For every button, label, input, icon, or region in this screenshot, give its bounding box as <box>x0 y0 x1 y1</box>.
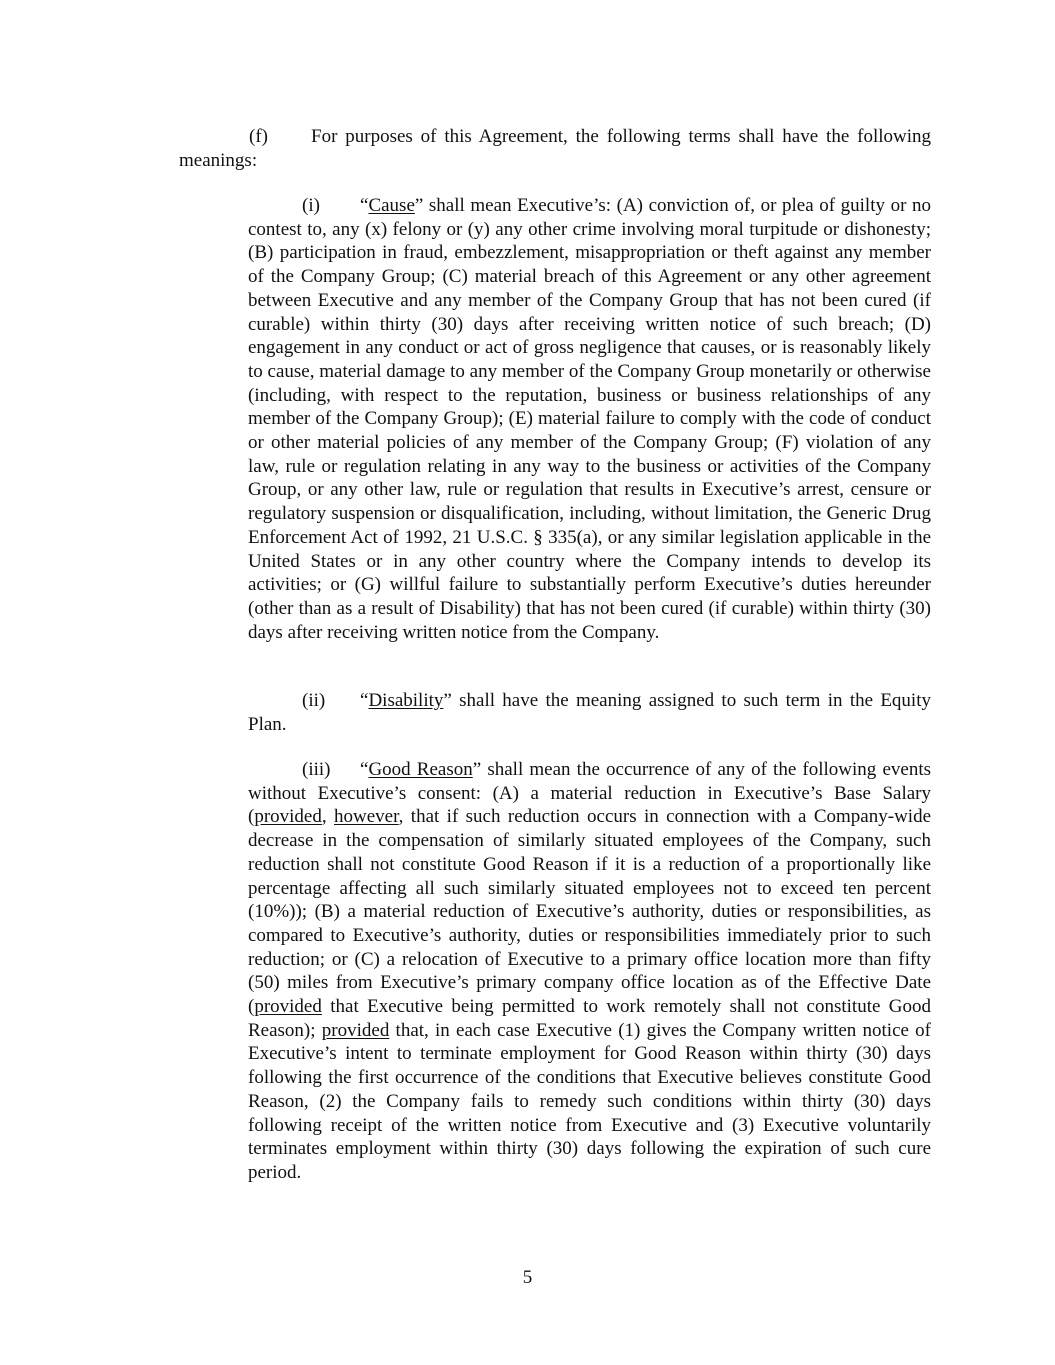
paragraph-iii-open-quote: “ <box>360 759 369 780</box>
paragraph-i <box>248 194 931 644</box>
paragraph-iii-number: (iii) <box>302 759 331 780</box>
paragraph-f <box>179 125 931 172</box>
paragraph-i-text: ” shall mean Executive’s: (A) conviction of, or plea of guilty or no contest to, any (x) felony or (y) any other crime involving moral turpitude or dishonesty; (B) participation in fraud, embezzlement, misappropriation or theft against any member of the Company Group; (C) material breach of this Agreement or any other agreement between Executive and any member of the Company Group that has not been cured (if curable) within thirty (30) days after receiving written notice of such breach; (D) engagement in any conduct or act of gross negligence that causes, or is reasonably likely to cause, material damage to any member of the Company Group monetarily or otherwise (including, with respect to the reputation, business or business relationships of any member of the Company Group); (E) material failure to comply with the code of conduct or other material policies of any member of the Company Group; (F) violation of any law, rule or regulation relating in any way to the business or activities of the Company Group, or any other law, rule or regulation that results in Executive’s arrest, censure or regulatory suspension or disqualification, including, without limitation, the Generic Drug Enforcement Act of 1992, 21 U.S.C. § 335(a), or any similar legislation applicable in the United States or in any other country where the Company intends to develop its activities; or (G) willful failure to substantially perform Executive’s duties hereunder (other than as a result of Disability) that has not been cured (if curable) within thirty (30) days after receiving written notice from the Company. <box>248 195 931 643</box>
defined-term-disability: Disability <box>368 690 444 711</box>
page-number: 5 <box>522 1267 533 1288</box>
paragraph-ii-text: ” shall have the meaning assigned to such term in the Equity Plan. <box>248 690 931 735</box>
paragraph-i-number: (i) <box>302 195 320 216</box>
paragraph-iii-separator: , <box>321 806 335 828</box>
however-term: however <box>334 806 399 828</box>
paragraph-ii-number: (ii) <box>302 690 326 711</box>
paragraph-f-number: (f) <box>249 126 268 147</box>
paragraph-ii <box>248 689 931 736</box>
paragraph-iii-text-1: ” shall mean the occurrence of any of the following events without Executive’s consent: (A) a material reduction in Executive’s Base Salary ( <box>248 759 932 828</box>
provided-term-1: provided <box>254 806 322 828</box>
paragraph-iii-text-3: that Executive being permitted to work remotely shall not constitute Good Reason); <box>248 996 931 1041</box>
paragraph-iii <box>248 758 931 1185</box>
paragraph-iii-text-4: that, in each case Executive (1) gives the Company written notice of Executive’s intent to terminate employment for Good Reason within thirty (30) days following the first occurrence of the conditions that Executive believes constitute Good Reason, (2) the Company fails to remedy such conditions within thirty (30) days following receipt of the written notice from Executive and (3) Executive voluntarily terminates employment within thirty (30) days following the expiration of such cure period. <box>248 1019 931 1183</box>
provided-term-2: provided <box>254 996 322 1018</box>
paragraph-f-text: For purposes of this Agreement, the following terms shall have the following meanings: <box>179 126 931 171</box>
paragraph-ii-open-quote: “ <box>360 690 369 711</box>
defined-term-good-reason: Good Reason <box>368 759 473 780</box>
provided-term-3: provided <box>321 1019 390 1041</box>
defined-term-cause: Cause <box>368 195 415 216</box>
paragraph-iii-text-2: , that if such reduction occurs in connection with a Company-wide decrease in the compensation of similarly situated employees of the Company, such reduction shall not constitute Good Reason if it is a reduction of a proportionally like percentage affecting all such similarly situated employees not to exceed ten percent (10%)); (B) a material reduction of Executive’s authority, duties or responsibilities, as compared to Executive’s authority, duties or responsibilities immediately prior to such reduction; or (C) a relocation of Executive to a primary office location more than fifty (50) miles from Executive’s primary company office location as of the Effective Date ( <box>248 806 931 1018</box>
paragraph-i-open-quote: “ <box>360 195 369 216</box>
